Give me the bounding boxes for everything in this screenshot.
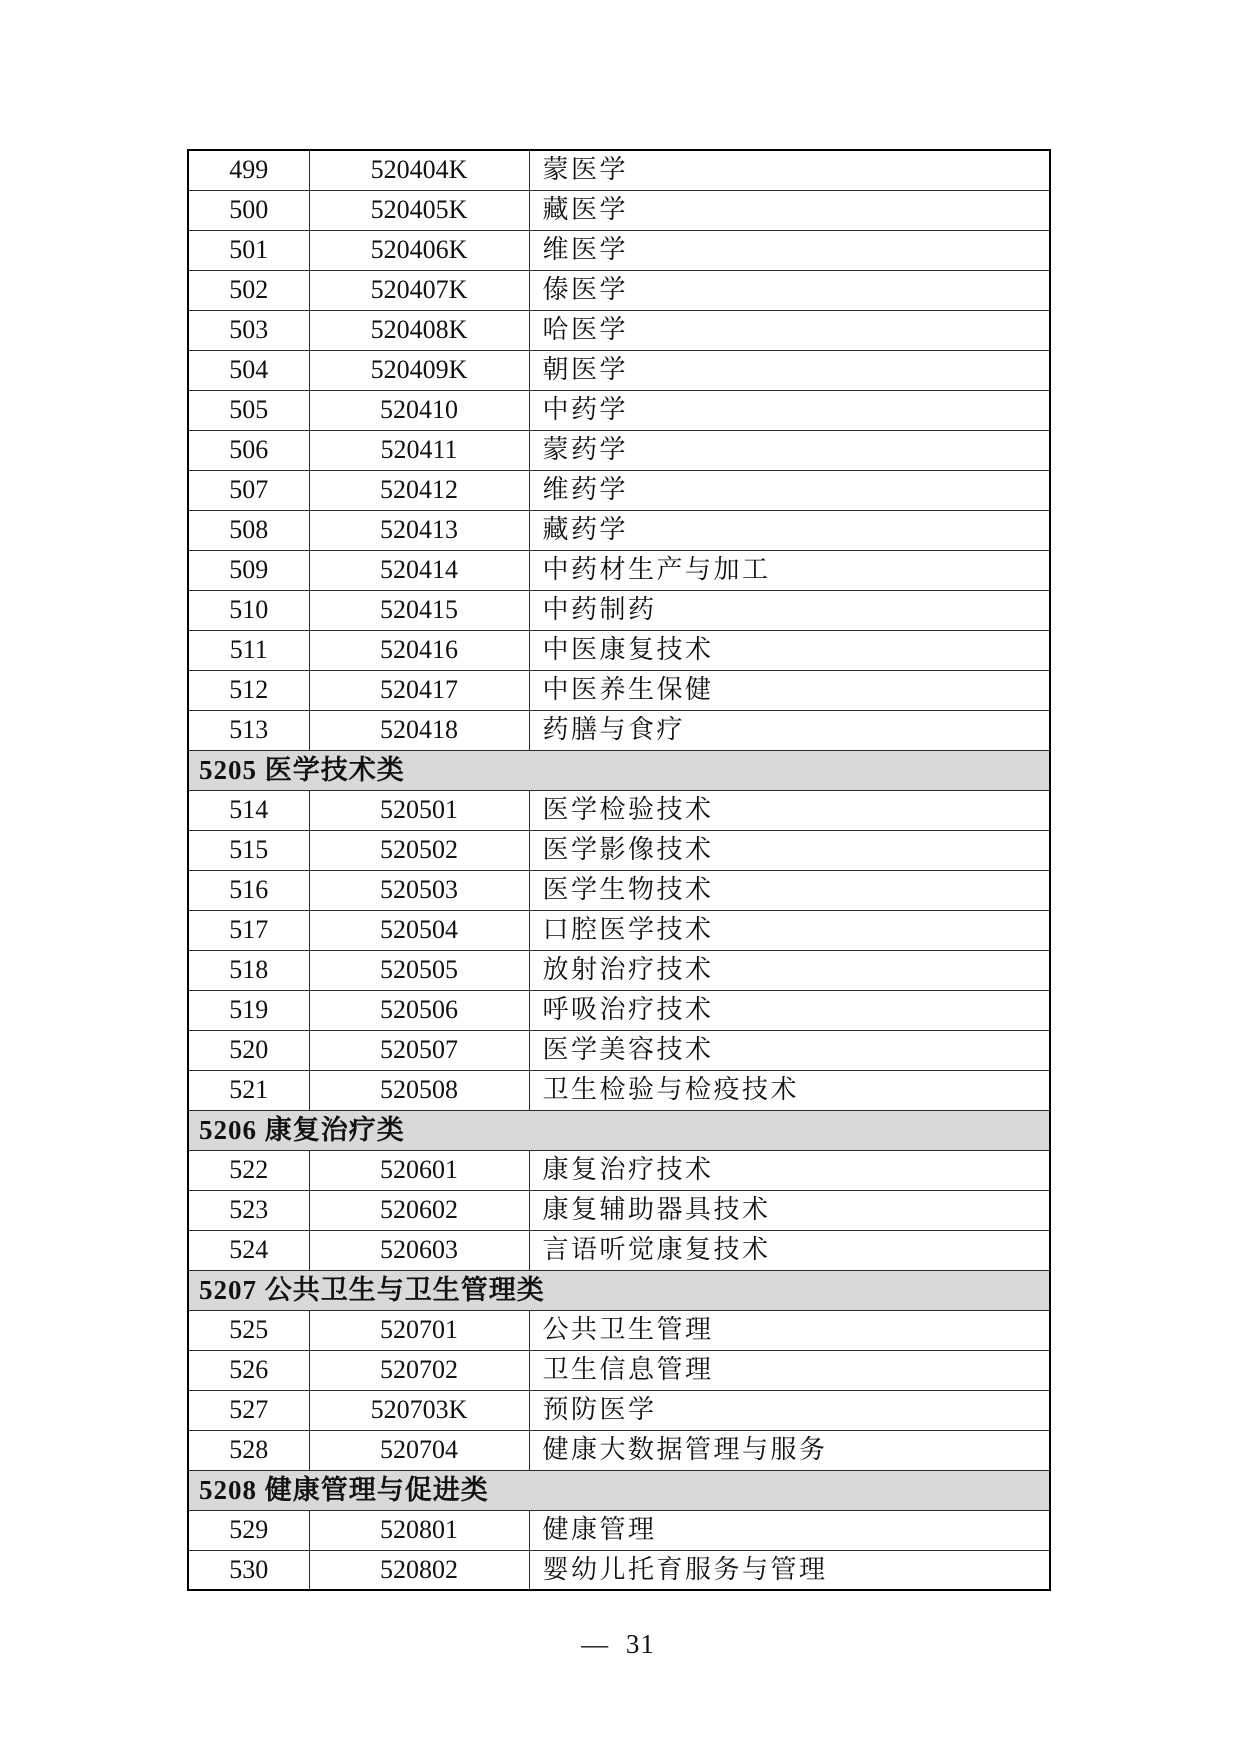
seq-cell: 501 <box>188 230 309 270</box>
name-cell: 健康管理 <box>529 1510 1050 1550</box>
code-cell: 520503 <box>309 870 529 910</box>
name-cell: 公共卫生管理 <box>529 1310 1050 1350</box>
seq-cell: 510 <box>188 590 309 630</box>
table-row <box>188 1070 1050 1110</box>
name-cell: 傣医学 <box>529 270 1050 310</box>
code-cell: 520404K <box>309 150 529 190</box>
code-cell: 520507 <box>309 1030 529 1070</box>
section-header-row <box>188 1470 1050 1510</box>
seq-cell: 506 <box>188 430 309 470</box>
seq-cell: 518 <box>188 950 309 990</box>
seq-cell: 521 <box>188 1070 309 1110</box>
seq-cell: 529 <box>188 1510 309 1550</box>
seq-cell: 515 <box>188 830 309 870</box>
seq-cell: 504 <box>188 350 309 390</box>
seq-cell: 509 <box>188 550 309 590</box>
table-row <box>188 1510 1050 1550</box>
seq-cell: 526 <box>188 1350 309 1390</box>
seq-cell: 512 <box>188 670 309 710</box>
code-cell: 520506 <box>309 990 529 1030</box>
table-row <box>188 230 1050 270</box>
name-cell: 呼吸治疗技术 <box>529 990 1050 1030</box>
code-cell: 520502 <box>309 830 529 870</box>
name-cell: 康复辅助器具技术 <box>529 1190 1050 1230</box>
code-cell: 520413 <box>309 510 529 550</box>
code-cell: 520602 <box>309 1190 529 1230</box>
code-cell: 520701 <box>309 1310 529 1350</box>
code-cell: 520415 <box>309 590 529 630</box>
seq-cell: 525 <box>188 1310 309 1350</box>
name-cell: 药膳与食疗 <box>529 710 1050 750</box>
section-header: 5206 康复治疗类 <box>188 1110 1050 1150</box>
name-cell: 哈医学 <box>529 310 1050 350</box>
table-row <box>188 1390 1050 1430</box>
name-cell: 医学美容技术 <box>529 1030 1050 1070</box>
code-cell: 520601 <box>309 1150 529 1190</box>
code-cell: 520408K <box>309 310 529 350</box>
seq-cell: 499 <box>188 150 309 190</box>
seq-cell: 503 <box>188 310 309 350</box>
seq-cell: 519 <box>188 990 309 1030</box>
table-row <box>188 470 1050 510</box>
table-row <box>188 550 1050 590</box>
name-cell: 医学生物技术 <box>529 870 1050 910</box>
seq-cell: 530 <box>188 1550 309 1590</box>
code-cell: 520414 <box>309 550 529 590</box>
name-cell: 朝医学 <box>529 350 1050 390</box>
name-cell: 医学检验技术 <box>529 790 1050 830</box>
table-row <box>188 390 1050 430</box>
seq-cell: 505 <box>188 390 309 430</box>
section-header: 5205 医学技术类 <box>188 750 1050 790</box>
table-row <box>188 710 1050 750</box>
code-cell: 520802 <box>309 1550 529 1590</box>
name-cell: 康复治疗技术 <box>529 1150 1050 1190</box>
table-row <box>188 150 1050 190</box>
name-cell: 中医养生保健 <box>529 670 1050 710</box>
seq-cell: 520 <box>188 1030 309 1070</box>
name-cell: 中药材生产与加工 <box>529 550 1050 590</box>
table-row <box>188 830 1050 870</box>
name-cell: 卫生检验与检疫技术 <box>529 1070 1050 1110</box>
table-row <box>188 870 1050 910</box>
table-row <box>188 590 1050 630</box>
table-row <box>188 1310 1050 1350</box>
name-cell: 言语听觉康复技术 <box>529 1230 1050 1270</box>
table-row <box>188 350 1050 390</box>
table-row <box>188 670 1050 710</box>
seq-cell: 502 <box>188 270 309 310</box>
name-cell: 藏医学 <box>529 190 1050 230</box>
seq-cell: 500 <box>188 190 309 230</box>
majors-table-body <box>188 150 1050 1590</box>
page-number: — 31 <box>581 1629 655 1659</box>
code-cell: 520801 <box>309 1510 529 1550</box>
name-cell: 婴幼儿托育服务与管理 <box>529 1550 1050 1590</box>
section-header: 5207 公共卫生与卫生管理类 <box>188 1270 1050 1310</box>
table-row <box>188 950 1050 990</box>
seq-cell: 507 <box>188 470 309 510</box>
name-cell: 放射治疗技术 <box>529 950 1050 990</box>
section-header: 5208 健康管理与促进类 <box>188 1470 1050 1510</box>
section-header-row <box>188 1270 1050 1310</box>
code-cell: 520702 <box>309 1350 529 1390</box>
table-row <box>188 510 1050 550</box>
code-cell: 520704 <box>309 1430 529 1470</box>
name-cell: 中医康复技术 <box>529 630 1050 670</box>
name-cell: 维医学 <box>529 230 1050 270</box>
seq-cell: 524 <box>188 1230 309 1270</box>
seq-cell: 513 <box>188 710 309 750</box>
table-row <box>188 310 1050 350</box>
table-row <box>188 1190 1050 1230</box>
name-cell: 口腔医学技术 <box>529 910 1050 950</box>
table-row <box>188 430 1050 470</box>
table-row <box>188 1430 1050 1470</box>
code-cell: 520416 <box>309 630 529 670</box>
seq-cell: 527 <box>188 1390 309 1430</box>
code-cell: 520411 <box>309 430 529 470</box>
name-cell: 藏药学 <box>529 510 1050 550</box>
code-cell: 520407K <box>309 270 529 310</box>
name-cell: 卫生信息管理 <box>529 1350 1050 1390</box>
seq-cell: 508 <box>188 510 309 550</box>
table-row <box>188 630 1050 670</box>
section-header-row <box>188 1110 1050 1150</box>
code-cell: 520417 <box>309 670 529 710</box>
name-cell: 维药学 <box>529 470 1050 510</box>
name-cell: 蒙药学 <box>529 430 1050 470</box>
seq-cell: 511 <box>188 630 309 670</box>
code-cell: 520603 <box>309 1230 529 1270</box>
seq-cell: 528 <box>188 1430 309 1470</box>
seq-cell: 516 <box>188 870 309 910</box>
seq-cell: 522 <box>188 1150 309 1190</box>
majors-table <box>187 149 1051 1591</box>
name-cell: 医学影像技术 <box>529 830 1050 870</box>
code-cell: 520405K <box>309 190 529 230</box>
seq-cell: 514 <box>188 790 309 830</box>
table-row <box>188 1350 1050 1390</box>
name-cell: 蒙医学 <box>529 150 1050 190</box>
table-row <box>188 1030 1050 1070</box>
seq-cell: 517 <box>188 910 309 950</box>
code-cell: 520505 <box>309 950 529 990</box>
table-row <box>188 270 1050 310</box>
table-row <box>188 910 1050 950</box>
code-cell: 520412 <box>309 470 529 510</box>
name-cell: 健康大数据管理与服务 <box>529 1430 1050 1470</box>
table-row <box>188 1550 1050 1590</box>
table-row <box>188 190 1050 230</box>
table-row <box>188 1230 1050 1270</box>
table-row <box>188 1150 1050 1190</box>
code-cell: 520409K <box>309 350 529 390</box>
name-cell: 预防医学 <box>529 1390 1050 1430</box>
code-cell: 520504 <box>309 910 529 950</box>
seq-cell: 523 <box>188 1190 309 1230</box>
code-cell: 520418 <box>309 710 529 750</box>
table-row <box>188 990 1050 1030</box>
code-cell: 520703K <box>309 1390 529 1430</box>
code-cell: 520406K <box>309 230 529 270</box>
code-cell: 520410 <box>309 390 529 430</box>
table-row <box>188 790 1050 830</box>
code-cell: 520501 <box>309 790 529 830</box>
name-cell: 中药制药 <box>529 590 1050 630</box>
section-header-row <box>188 750 1050 790</box>
code-cell: 520508 <box>309 1070 529 1110</box>
name-cell: 中药学 <box>529 390 1050 430</box>
